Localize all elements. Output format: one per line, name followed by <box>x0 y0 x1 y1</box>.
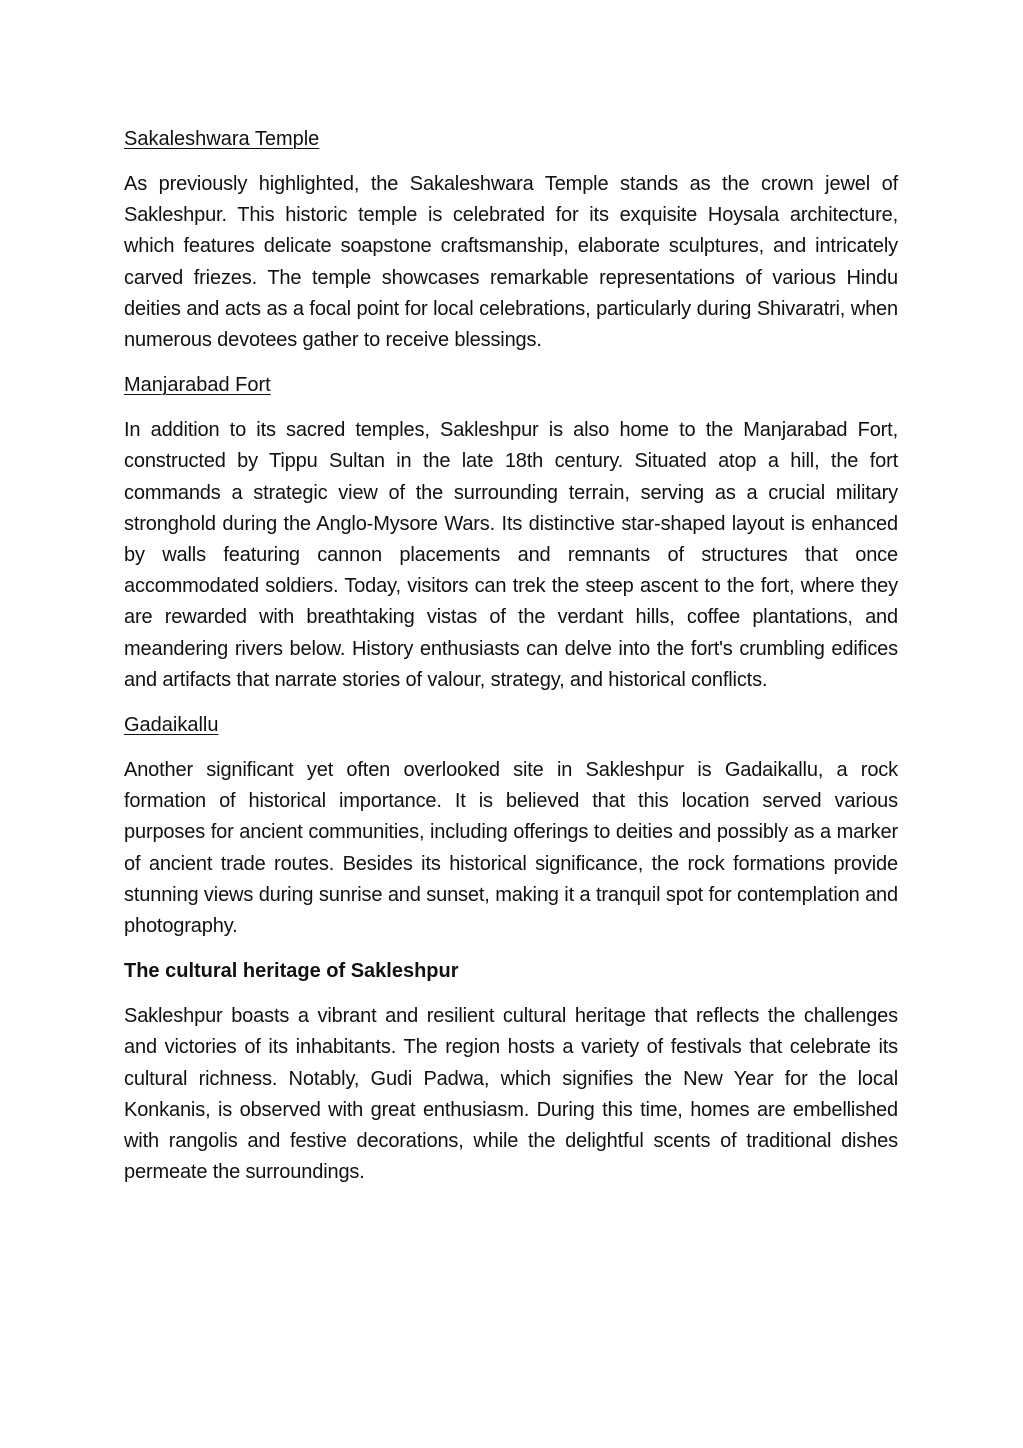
section-heading-sakaleshwara-temple: Sakaleshwara Temple <box>124 128 320 150</box>
section-body-gadaikallu: Another significant yet often overlooked site in Sakleshpur is Gadaikallu, a rock formation of historical importance. It is believed that this location served various purposes for ancient communities, including offerings to deities and possibly as a marker of ancient trade routes. Besides its historical significance, the rock formations provide stunning views during sunrise and sunset, making it a tranquil spot for contemplation and photography. <box>124 759 898 938</box>
section-body-sakaleshwara-temple: As previously highlighted, the Sakaleshwara Temple stands as the crown jewel of Sakleshpur. This historic temple is celebrated for its exquisite Hoysala architecture, which features delicate soapstone craftsmanship, elaborate sculptures, and intricately carved friezes. The temple showcases remarkable representations of various Hindu deities and acts as a focal point for local celebrations, particularly during Shivaratri, when numerous devotees gather to receive blessings. <box>124 173 898 352</box>
section-heading-manjarabad-fort: Manjarabad Fort <box>124 374 271 397</box>
section-body-manjarabad-fort: In addition to its sacred temples, Sakleshpur is also home to the Manjarabad Fort, constructed by Tippu Sultan in the late 18th century. Situated atop a hill, the fort commands a strategic view of the surrounding terrain, serving as a crucial military stronghold during the Anglo-Mysore Wars. Its distinctive star-shaped layout is enhanced by walls featuring cannon placements and remnants of structures that once accommodated soldiers. Today, visitors can trek the steep ascent to the fort, where they are rewarded with breathtaking vistas of the verdant hills, coffee plantations, and meandering rivers below. History enthusiasts can delve into the fort's crumbling edifices and artifacts that narrate stories of valour, strategy, and historical conflicts. <box>124 419 898 691</box>
section-heading-cultural-heritage: The cultural heritage of Sakleshpur <box>124 960 459 983</box>
section-heading-gadaikallu: Gadaikallu <box>124 714 219 737</box>
document-page <box>124 124 898 1202</box>
section-body-cultural-heritage: Sakleshpur boasts a vibrant and resilient cultural heritage that reflects the challenges and victories of its inhabitants. The region hosts a variety of festivals that celebrate its cultural richness. Notably, Gudi Padwa, which signifies the New Year for the local Konkanis, is observed with great enthusiasm. During this time, homes are embellished with rangolis and festive decorations, while the delightful scents of traditional dishes permeate the surroundings. <box>124 1005 898 1184</box>
